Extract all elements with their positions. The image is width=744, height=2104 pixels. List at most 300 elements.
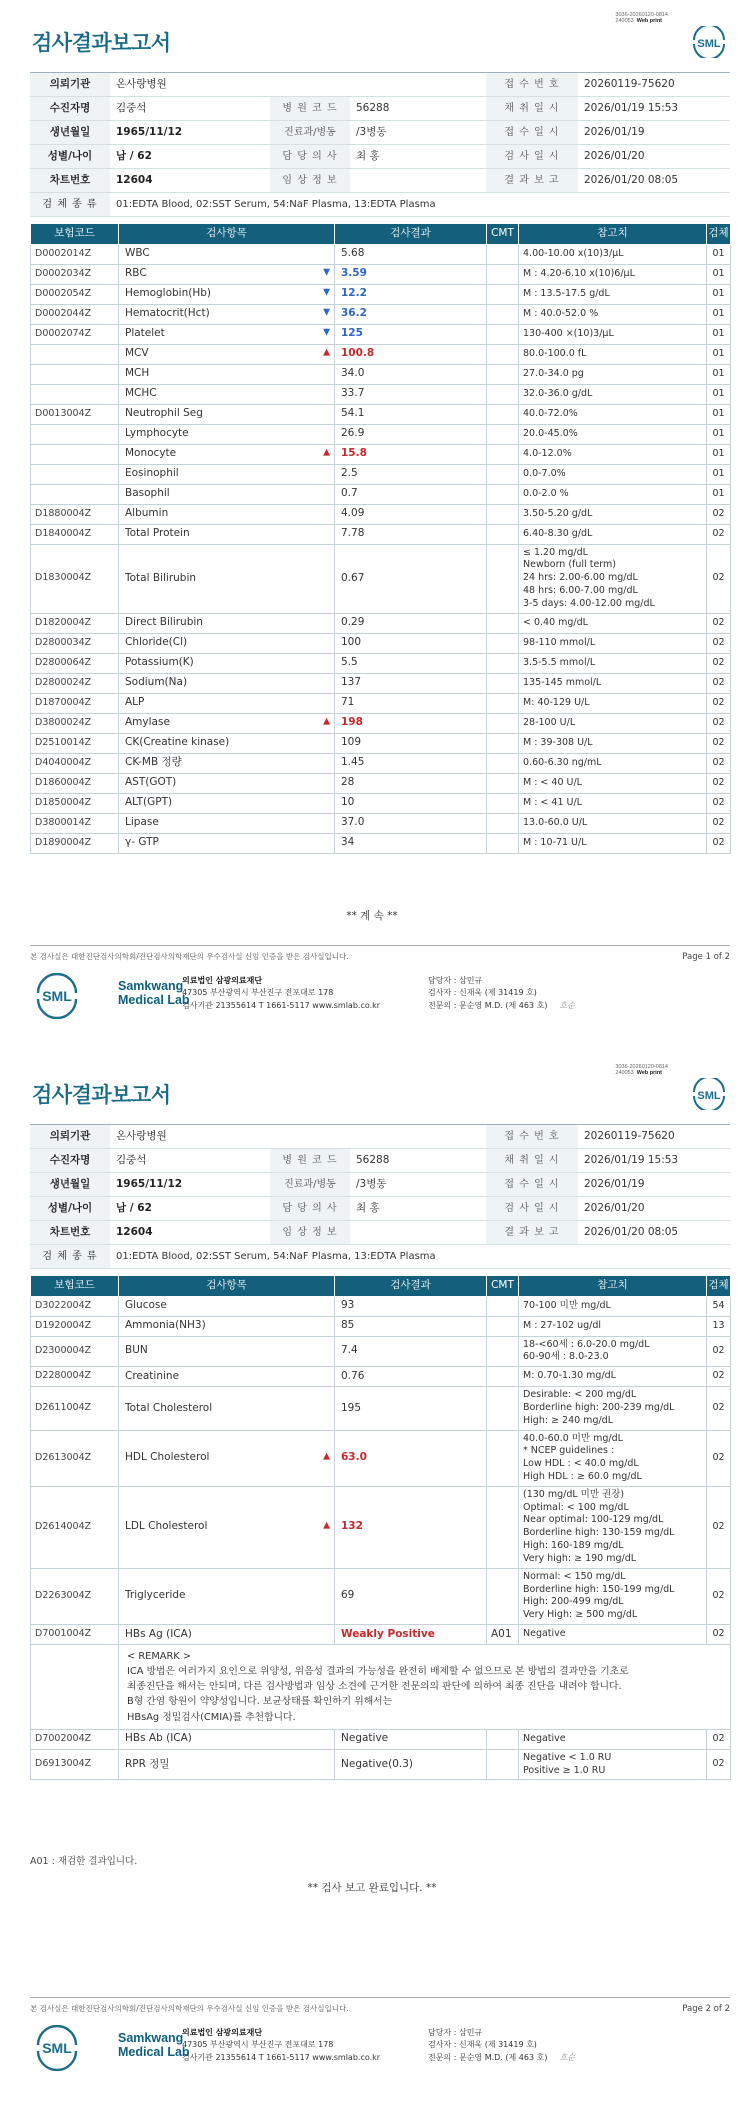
sex-age-value: 남 / 62 <box>110 1197 270 1221</box>
chart-label: 차트번호 <box>30 1221 110 1245</box>
reference-range: 28-100 U/L <box>519 713 707 733</box>
table-row <box>31 364 731 384</box>
samkwang-logo-icon <box>34 2025 80 2071</box>
comment-code <box>487 633 519 653</box>
complete-text: ** 검사 보고 완료입니다. ** <box>307 1882 437 1894</box>
table-row <box>31 424 731 444</box>
reference-range: 80.0-100.0 fL <box>519 344 707 364</box>
sml-logo-icon <box>690 1078 728 1110</box>
specimen-code: 01 <box>707 244 731 264</box>
high-arrow-icon: ▲ <box>323 716 330 727</box>
results-table-page-2 <box>30 1276 731 1780</box>
comment-code <box>487 613 519 633</box>
insurance-code: D2614004Z <box>31 1486 119 1568</box>
specimen-code: 01 <box>707 484 731 504</box>
reference-range: M : 10-71 U/L <box>519 833 707 853</box>
insurance-code: D2800064Z <box>31 653 119 673</box>
specimen-code: 13 <box>707 1316 731 1336</box>
hospital-value: 온사랑병원 <box>110 73 486 97</box>
test-item: ALP <box>119 693 335 713</box>
a01-note: A01 : 재검한 결과입니다. <box>30 1856 138 1867</box>
report-value: 2026/01/20 08:05 <box>578 1221 730 1245</box>
test-item: BUN <box>119 1336 335 1367</box>
comment-code <box>487 833 519 853</box>
specimen-code: 02 <box>707 1729 731 1749</box>
receipt-no-label: 접 수 번 호 <box>486 73 578 97</box>
col-header-code: 보험코드 <box>31 1276 119 1296</box>
insurance-code: D7001004Z <box>31 1624 119 1644</box>
table-row <box>31 1749 731 1780</box>
test-item: Albumin <box>119 504 335 524</box>
comment-code <box>487 1387 519 1430</box>
reference-range: 40.0-72.0% <box>519 404 707 424</box>
test-result: 125 <box>335 324 487 344</box>
insurance-code <box>31 464 119 484</box>
insurance-code: D1880004Z <box>31 504 119 524</box>
comment-code <box>487 384 519 404</box>
test-item: Lipase <box>119 813 335 833</box>
comment-code <box>487 264 519 284</box>
specimen-label: 검 체 종 류 <box>30 193 110 217</box>
specimen-code: 01 <box>707 384 731 404</box>
insurance-code <box>31 384 119 404</box>
test-item: Platelet ▼ <box>119 324 335 344</box>
svg-text:SML: SML <box>697 1090 721 1102</box>
patient-value: 김중석 <box>110 97 270 121</box>
patient-label: 수진자명 <box>30 1149 110 1173</box>
samkwang-logo <box>34 2025 194 2071</box>
test-result: 0.29 <box>335 613 487 633</box>
test-item: Amylase ▲ <box>119 713 335 733</box>
low-arrow-icon: ▼ <box>323 307 330 318</box>
col-header-item: 검사항목 <box>119 1276 335 1296</box>
test-result: 198 <box>335 713 487 733</box>
insurance-code <box>31 444 119 464</box>
test-item: Triglyceride <box>119 1568 335 1624</box>
test-item: MCH <box>119 364 335 384</box>
hospcode-label: 병 원 코 드 <box>270 97 350 121</box>
insurance-code: D0002044Z <box>31 304 119 324</box>
insurance-code: D0002014Z <box>31 244 119 264</box>
specimen-value: 01:EDTA Blood, 02:SST Serum, 54:NaF Plasma, 13:EDTA Plasma <box>110 193 730 217</box>
comment-code <box>487 404 519 424</box>
reference-range: M : 4.20-6.10 x(10)6/μL <box>519 264 707 284</box>
continued-text: ** 계 속 ** <box>346 910 398 922</box>
svg-text:SML: SML <box>42 2040 72 2056</box>
test-result: 37.0 <box>335 813 487 833</box>
test-item: HBs Ag (ICA) <box>119 1624 335 1644</box>
comment-code <box>487 424 519 444</box>
reference-range: 13.0-60.0 U/L <box>519 813 707 833</box>
test-item: Total Cholesterol <box>119 1387 335 1430</box>
insurance-code: D0013004Z <box>31 404 119 424</box>
table-row <box>31 344 731 364</box>
specimen-code: 01 <box>707 264 731 284</box>
chart-label: 차트번호 <box>30 169 110 193</box>
low-arrow-icon: ▼ <box>323 287 330 298</box>
comment-code <box>487 1336 519 1367</box>
test-item: ALT(GPT) <box>119 793 335 813</box>
hospcode-value: 56288 <box>350 1149 486 1173</box>
reference-range: M : 13.5-17.5 g/dL <box>519 284 707 304</box>
col-header-result: 검사결과 <box>335 1276 487 1296</box>
lab-name: Samkwang Medical Lab <box>118 979 190 1008</box>
test-item: Total Protein <box>119 524 335 544</box>
document-code: 3036-20260120-0814 240053 Web print <box>615 1064 668 1077</box>
test-item: RBC ▼ <box>119 264 335 284</box>
insurance-code <box>31 344 119 364</box>
test-result: 0.76 <box>335 1367 487 1387</box>
reference-range: 98-110 mmol/L <box>519 633 707 653</box>
comment-code <box>487 1296 519 1316</box>
specimen-code: 02 <box>707 693 731 713</box>
test-result: 7.4 <box>335 1336 487 1367</box>
test-result: 33.7 <box>335 384 487 404</box>
specimen-code: 01 <box>707 464 731 484</box>
reference-range: M : < 40 U/L <box>519 773 707 793</box>
clinical-label: 임 상 정 보 <box>270 1221 350 1245</box>
insurance-code: D1820004Z <box>31 613 119 633</box>
test-result: 5.68 <box>335 244 487 264</box>
col-header-item: 검사항목 <box>119 224 335 244</box>
test-item: Hematocrit(Hct) ▼ <box>119 304 335 324</box>
test-result: 5.5 <box>335 653 487 673</box>
hospcode-value: 56288 <box>350 97 486 121</box>
test-item: Lymphocyte <box>119 424 335 444</box>
test-item: LDL Cholesterol ▲ <box>119 1486 335 1568</box>
exam-date-label: 검 사 일 시 <box>486 145 578 169</box>
test-result: 0.67 <box>335 544 487 613</box>
dept-value: /3병동 <box>350 1173 486 1197</box>
page-number: Page 1 of 2 <box>682 952 730 962</box>
specimen-code: 01 <box>707 324 731 344</box>
test-result: 195 <box>335 1387 487 1430</box>
receipt-date-value: 2026/01/19 <box>578 1173 730 1197</box>
high-arrow-icon: ▲ <box>323 1520 330 1531</box>
staff-info: 담당자 : 삼민규 검사자 : 신재욱 (제 31419 호) 전문의 : 문순영 M.D. (제 463 호) 흐순 <box>428 975 575 1012</box>
test-item: HBs Ab (ICA) <box>119 1729 335 1749</box>
test-item: HDL Cholesterol ▲ <box>119 1430 335 1486</box>
patient-value: 김중석 <box>110 1149 270 1173</box>
insurance-code: D1830004Z <box>31 544 119 613</box>
test-result: 28 <box>335 773 487 793</box>
results-table-page-1 <box>30 224 731 854</box>
report-label: 결 과 보 고 <box>486 1221 578 1245</box>
reference-range: 0.0-7.0% <box>519 464 707 484</box>
certification-text: 본 검사실은 대한진단검사의학회/진단검사의학재단의 우수검사실 신임 인증을 받은 검사실입니다. <box>30 2004 349 2013</box>
specimen-code: 01 <box>707 284 731 304</box>
specimen-code: 02 <box>707 733 731 753</box>
document-code: 3036-20260120-0814 240053 Web print <box>615 12 668 25</box>
insurance-code: D2800024Z <box>31 673 119 693</box>
dob-value: 1965/11/12 <box>110 121 270 145</box>
dob-label: 생년월일 <box>30 121 110 145</box>
test-item: CK-MB 정량 <box>119 753 335 773</box>
table-row <box>31 1336 731 1367</box>
reference-range: Desirable: < 200 mg/dL Borderline high: 200-239 mg/dL High: ≥ 240 mg/dL <box>519 1387 707 1430</box>
test-result: 10 <box>335 793 487 813</box>
specimen-code: 01 <box>707 404 731 424</box>
reference-range: 32.0-36.0 g/dL <box>519 384 707 404</box>
test-result: Negative(0.3) <box>335 1749 487 1780</box>
table-row <box>31 504 731 524</box>
page-number: Page 2 of 2 <box>682 2004 730 2014</box>
svg-text:SML: SML <box>697 38 721 50</box>
test-item: WBC <box>119 244 335 264</box>
insurance-code: D6913004Z <box>31 1749 119 1780</box>
reference-range: 130-400 ×(10)3/μL <box>519 324 707 344</box>
staff-info: 담당자 : 삼민규 검사자 : 신재욱 (제 31419 호) 전문의 : 문순영 M.D. (제 463 호) 흐순 <box>428 2027 575 2064</box>
test-item: Creatinine <box>119 1367 335 1387</box>
comment-code <box>487 1367 519 1387</box>
table-row <box>31 693 731 713</box>
reference-range: 70-100 미만 mg/dL <box>519 1296 707 1316</box>
reference-range: M: 40-129 U/L <box>519 693 707 713</box>
test-result: 36.2 <box>335 304 487 324</box>
comment-code <box>487 673 519 693</box>
signature: 흐순 <box>559 1000 575 1010</box>
specimen-code: 02 <box>707 504 731 524</box>
hospital-label: 의뢰기관 <box>30 73 110 97</box>
specimen-code: 02 <box>707 544 731 613</box>
test-result: 132 <box>335 1486 487 1568</box>
insurance-code: D4040004Z <box>31 753 119 773</box>
comment-code <box>487 733 519 753</box>
exam-date-value: 2026/01/20 <box>578 1197 730 1221</box>
reference-range: M: 0.70-1.30 mg/dL <box>519 1367 707 1387</box>
test-result: 71 <box>335 693 487 713</box>
specimen-code: 02 <box>707 1387 731 1430</box>
comment-code <box>487 1568 519 1624</box>
doctor-value: 최 홍 <box>350 145 486 169</box>
test-item: Sodium(Na) <box>119 673 335 693</box>
test-result: 7.78 <box>335 524 487 544</box>
exam-date-value: 2026/01/20 <box>578 145 730 169</box>
reference-range: 0.0-2.0 % <box>519 484 707 504</box>
reference-range: Negative < 1.0 RU Positive ≥ 1.0 RU <box>519 1749 707 1780</box>
insurance-code: D2263004Z <box>31 1568 119 1624</box>
insurance-code: D0002074Z <box>31 324 119 344</box>
test-result: 100 <box>335 633 487 653</box>
reference-range: < 0.40 mg/dL <box>519 613 707 633</box>
table-row <box>31 713 731 733</box>
insurance-code: D3800024Z <box>31 713 119 733</box>
specimen-label: 검 체 종 류 <box>30 1245 110 1269</box>
collect-value: 2026/01/19 15:53 <box>578 97 730 121</box>
reference-range: 4.0-12.0% <box>519 444 707 464</box>
test-result: 69 <box>335 1568 487 1624</box>
specimen-code: 01 <box>707 444 731 464</box>
test-result: 3.59 <box>335 264 487 284</box>
specimen-code: 02 <box>707 833 731 853</box>
comment-code <box>487 1316 519 1336</box>
table-row <box>31 284 731 304</box>
clinical-value <box>350 1221 486 1245</box>
test-result: 34.0 <box>335 364 487 384</box>
reference-range: (130 mg/dL 미만 권장) Optimal: < 100 mg/dL Near optimal: 100-129 mg/dL Borderline high: 130-159 mg/dL High: 160-189 mg/dL Very high: ≥ 190 mg/dL <box>519 1486 707 1568</box>
receipt-no-value: 20260119-75620 <box>578 73 730 97</box>
sex-age-value: 남 / 62 <box>110 145 270 169</box>
comment-code <box>487 524 519 544</box>
footer-divider <box>30 945 730 946</box>
insurance-code <box>31 484 119 504</box>
specimen-code: 02 <box>707 613 731 633</box>
signature: 흐순 <box>559 2052 575 2062</box>
col-header-result: 검사결과 <box>335 224 487 244</box>
collect-value: 2026/01/19 15:53 <box>578 1149 730 1173</box>
insurance-code: D2611004Z <box>31 1387 119 1430</box>
test-result: 93 <box>335 1296 487 1316</box>
specimen-code: 02 <box>707 673 731 693</box>
table-row <box>31 484 731 504</box>
table-row <box>31 1729 731 1749</box>
table-row <box>31 613 731 633</box>
table-row <box>31 1316 731 1336</box>
test-result: 2.5 <box>335 464 487 484</box>
test-item: Direct Bilirubin <box>119 613 335 633</box>
test-item: MCV ▲ <box>119 344 335 364</box>
comment-code <box>487 304 519 324</box>
table-row <box>31 733 731 753</box>
table-row <box>31 524 731 544</box>
insurance-code: D1840004Z <box>31 524 119 544</box>
collect-label: 채 취 일 시 <box>486 97 578 121</box>
specimen-code: 02 <box>707 793 731 813</box>
dept-label: 진료과/병동 <box>270 121 350 145</box>
insurance-code: D1870004Z <box>31 693 119 713</box>
dob-value: 1965/11/12 <box>110 1173 270 1197</box>
sml-logo-icon <box>690 26 728 58</box>
test-item: Neutrophil Seg <box>119 404 335 424</box>
test-item: CK(Creatine kinase) <box>119 733 335 753</box>
table-row <box>31 404 731 424</box>
insurance-code <box>31 364 119 384</box>
table-row <box>31 1387 731 1430</box>
chart-value: 12604 <box>110 169 270 193</box>
test-result: 4.09 <box>335 504 487 524</box>
insurance-code: D2800034Z <box>31 633 119 653</box>
test-result: 34 <box>335 833 487 853</box>
test-result: Negative <box>335 1729 487 1749</box>
table-row <box>31 1624 731 1644</box>
insurance-code: D2300004Z <box>31 1336 119 1367</box>
reference-range: 4.00-10.00 x(10)3/μL <box>519 244 707 264</box>
table-row <box>31 1367 731 1387</box>
chart-value: 12604 <box>110 1221 270 1245</box>
high-arrow-icon: ▲ <box>323 447 330 458</box>
comment-code <box>487 693 519 713</box>
remark-row <box>31 1644 731 1729</box>
receipt-no-value: 20260119-75620 <box>578 1125 730 1149</box>
receipt-date-value: 2026/01/19 <box>578 121 730 145</box>
specimen-code: 01 <box>707 304 731 324</box>
samkwang-logo <box>34 973 194 1019</box>
report-page-2 <box>0 1052 744 2104</box>
table-row <box>31 264 731 284</box>
comment-code <box>487 653 519 673</box>
sex-age-label: 성별/나이 <box>30 1197 110 1221</box>
doctor-value: 최 홍 <box>350 1197 486 1221</box>
collect-label: 채 취 일 시 <box>486 1149 578 1173</box>
high-arrow-icon: ▲ <box>323 1451 330 1462</box>
specimen-code: 02 <box>707 524 731 544</box>
test-item: γ- GTP <box>119 833 335 853</box>
insurance-code: D1890004Z <box>31 833 119 853</box>
low-arrow-icon: ▼ <box>323 327 330 338</box>
table-row <box>31 793 731 813</box>
table-row <box>31 544 731 613</box>
col-header-code: 보험코드 <box>31 224 119 244</box>
comment-code <box>487 773 519 793</box>
specimen-code: 02 <box>707 813 731 833</box>
table-row <box>31 633 731 653</box>
comment-code <box>487 364 519 384</box>
receipt-no-label: 접 수 번 호 <box>486 1125 578 1149</box>
reference-range: M : 39-308 U/L <box>519 733 707 753</box>
patient-info-table <box>30 1124 730 1269</box>
table-row <box>31 1430 731 1486</box>
comment-code: A01 <box>487 1624 519 1644</box>
reference-range: M : 40.0-52.0 % <box>519 304 707 324</box>
specimen-code: 02 <box>707 1624 731 1644</box>
specimen-code: 02 <box>707 753 731 773</box>
comment-code <box>487 1729 519 1749</box>
reference-range: ≤ 1.20 mg/dL Newborn (full term) 24 hrs: 2.00-6.00 mg/dL 48 hrs: 6.00-7.00 mg/dL 3-5 days: 4.00-12.00 mg/dL <box>519 544 707 613</box>
organization-info: 의료법인 삼광의료재단 47305 부산광역시 부산진구 전포대로 178 검사기관 21355614 T 1661-5117 www.smlab.co.kr <box>182 2028 381 2062</box>
insurance-code: D7002004Z <box>31 1729 119 1749</box>
hospital-value: 온사랑병원 <box>110 1125 486 1149</box>
table-row <box>31 653 731 673</box>
report-value: 2026/01/20 08:05 <box>578 169 730 193</box>
receipt-date-label: 접 수 일 시 <box>486 1173 578 1197</box>
patient-info-table <box>30 72 730 217</box>
report-label: 결 과 보 고 <box>486 169 578 193</box>
test-result: 137 <box>335 673 487 693</box>
table-row <box>31 1486 731 1568</box>
table-row <box>31 1296 731 1316</box>
patient-label: 수진자명 <box>30 97 110 121</box>
specimen-code: 01 <box>707 344 731 364</box>
comment-code <box>487 324 519 344</box>
comment-code <box>487 484 519 504</box>
insurance-code: D1850004Z <box>31 793 119 813</box>
specimen-code: 02 <box>707 653 731 673</box>
test-result: Weakly Positive <box>335 1624 487 1644</box>
dob-label: 생년월일 <box>30 1173 110 1197</box>
reference-range: Normal: < 150 mg/dL Borderline high: 150-199 mg/dL High: 200-499 mg/dL Very High: ≥ 500 mg/dL <box>519 1568 707 1624</box>
specimen-code: 02 <box>707 773 731 793</box>
reference-range: 3.50-5.20 g/dL <box>519 504 707 524</box>
col-header-ref: 참고치 <box>519 1276 707 1296</box>
organization-info: 의료법인 삼광의료재단 47305 부산광역시 부산진구 전포대로 178 검사기관 21355614 T 1661-5117 www.smlab.co.kr <box>182 976 381 1010</box>
reference-range: M : < 41 U/L <box>519 793 707 813</box>
doctor-label: 담 당 의 사 <box>270 145 350 169</box>
comment-code <box>487 753 519 773</box>
comment-code <box>487 504 519 524</box>
table-row <box>31 833 731 853</box>
test-result: 1.45 <box>335 753 487 773</box>
insurance-code: D2280004Z <box>31 1367 119 1387</box>
specimen-code: 02 <box>707 1336 731 1367</box>
test-result: 85 <box>335 1316 487 1336</box>
reference-range: 18-<60세 : 6.0-20.0 mg/dL 60-90세 : 8.0-23.0 <box>519 1336 707 1367</box>
insurance-code: D0002034Z <box>31 264 119 284</box>
specimen-code: 02 <box>707 1568 731 1624</box>
test-item: RPR 정밀 <box>119 1749 335 1780</box>
report-title: 검사결과보고서 <box>32 31 171 55</box>
specimen-code: 54 <box>707 1296 731 1316</box>
test-result: 54.1 <box>335 404 487 424</box>
